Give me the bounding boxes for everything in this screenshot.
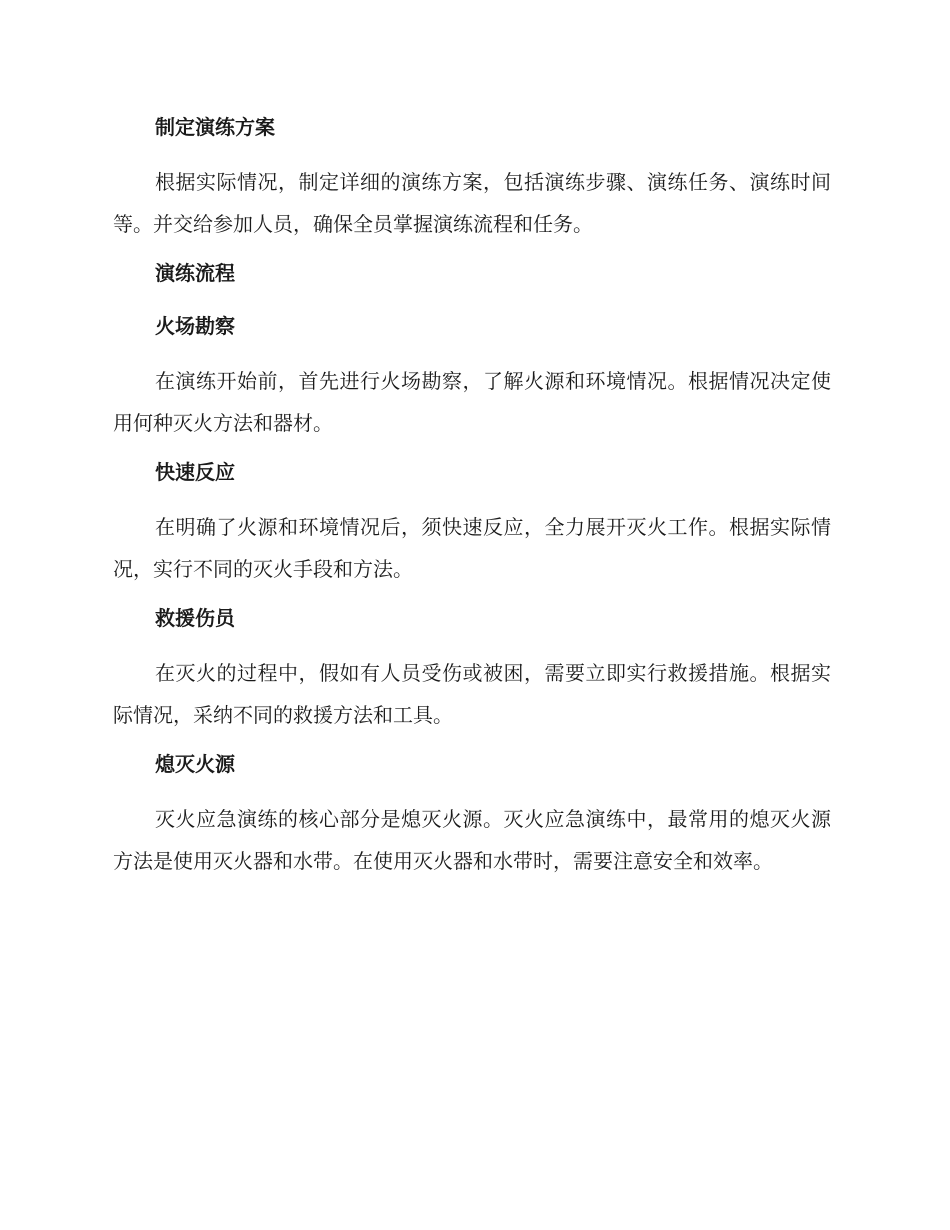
section-heading-survey: 火场勘察	[155, 314, 235, 338]
document-page	[113, 108, 831, 891]
section-body-survey: 在演练开始前，首先进行火场勘察，了解火源和环境情况。根据情况决定使用何种灭火方法和器材。	[113, 369, 831, 435]
section-heading-plan: 制定演练方案	[155, 115, 275, 139]
section-heading-extinguish: 熄灭火源	[155, 752, 235, 776]
section-heading-process: 演练流程	[155, 261, 235, 285]
section-body-plan: 根据实际情况，制定详细的演练方案，包括演练步骤、演练任务、演练时间等。并交给参加人员，确保全员掌握演练流程和任务。	[113, 170, 831, 236]
section-heading-rescue: 救援伤员	[155, 606, 235, 630]
section-body-rescue: 在灭火的过程中，假如有人员受伤或被困，需要立即实行救援措施。根据实际情况，采纳不同的救援方法和工具。	[113, 661, 831, 727]
section-heading-response: 快速反应	[155, 460, 235, 484]
section-body-response: 在明确了火源和环境情况后，须快速反应，全力展开灭火工作。根据实际情况，实行不同的灭火手段和方法。	[113, 515, 831, 581]
section-body-extinguish: 灭火应急演练的核心部分是熄灭火源。灭火应急演练中，最常用的熄灭火源方法是使用灭火器和水带。在使用灭火器和水带时，需要注意安全和效率。	[113, 807, 831, 873]
